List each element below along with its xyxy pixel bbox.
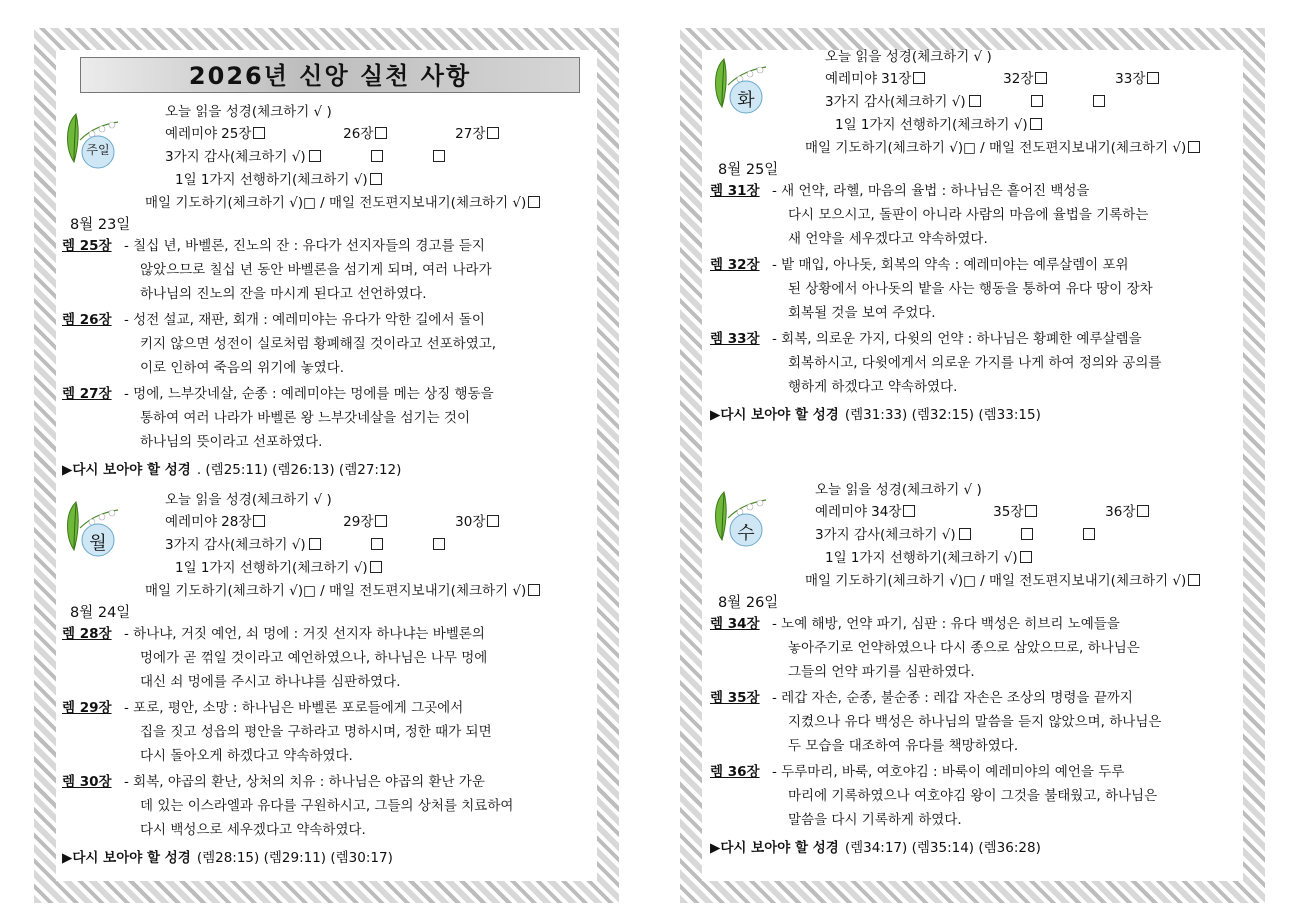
- summary-first-line: [62, 622, 487, 646]
- thanks-checkbox[interactable]: [1021, 528, 1033, 540]
- chapter-checkbox[interactable]: [253, 515, 265, 527]
- summary-text: - 포로, 평안, 소망 : 하나님은 바벨론 포로들에게 그곳에서: [124, 700, 464, 716]
- good-deed-checklist: [175, 168, 382, 188]
- chapter-text: 30장: [455, 514, 486, 530]
- chapter-checklist: [815, 500, 1217, 520]
- date-label: 8월 23일: [70, 217, 131, 233]
- chapter-checkbox[interactable]: [1025, 505, 1037, 517]
- summary-first-line: [62, 234, 492, 258]
- summary-text: 다시 모으시고, 돌판이 아니라 사람의 마음에 율법을 기록하는: [788, 207, 1149, 223]
- summary-text: 대신 쇠 멍에를 주시고 하나냐를 심판하였다.: [140, 674, 401, 690]
- chapter-ref: 렘 30장: [62, 774, 112, 790]
- summary-text: 키지 않으면 성전이 실로처럼 황폐해질 것이라고 선포하였고,: [140, 336, 497, 352]
- chapter-summary: [62, 308, 496, 380]
- summary-text: 말씀을 다시 기록하게 하였다.: [788, 812, 962, 828]
- thanks-label: 3가지 감사(체크하기 √): [165, 149, 306, 165]
- summary-text: - 하나냐, 거짓 예언, 쇠 멍에 : 거짓 선지자 하나냐는 바벨론의: [124, 626, 485, 642]
- read-checklist-title: 오늘 읽을 성경(체크하기 √ ): [815, 482, 982, 498]
- summary-text: - 노예 해방, 언약 파기, 심판 : 유다 백성은 히브리 노예들을: [772, 616, 1120, 632]
- good-deed-checklist: [175, 556, 382, 576]
- chapter-label: [1105, 500, 1217, 520]
- chapter-label: [455, 510, 567, 530]
- summary-first-line: [710, 760, 1157, 784]
- book-name: 예레미야: [165, 514, 218, 530]
- summary-text: - 두루마리, 바룩, 여호야김 : 바룩이 예레미야의 예언을 두루: [772, 764, 1125, 780]
- review-refs: . (렘25:11) (렘26:13) (렘27:12): [196, 462, 402, 478]
- good-deed-label: 1일 1가지 선행하기(체크하기 √): [175, 172, 368, 188]
- daily-checklist: [145, 579, 540, 599]
- chapter-text: 26장: [343, 126, 374, 142]
- chapter-label: [1003, 67, 1115, 87]
- chapter-label: [1115, 67, 1227, 87]
- chapter-checkbox[interactable]: [1137, 505, 1149, 517]
- summary-text: - 새 언약, 라헬, 마음의 율법 : 하나님은 흩어진 백성을: [772, 183, 1090, 199]
- review-label: ▶다시 보아야 할 성경: [710, 407, 839, 423]
- review-verses: [62, 846, 393, 866]
- summary-text: - 레갑 자손, 순종, 불순종 : 레갑 자손은 조상의 명령을 끝까지: [772, 690, 1133, 706]
- thanks-checkbox[interactable]: [1031, 95, 1043, 107]
- daily-label: 매일 기도하기(체크하기 √)□ / 매일 전도편지보내기(체크하기 √): [145, 195, 527, 211]
- chapter-label: [343, 122, 455, 142]
- good-deed-checkbox[interactable]: [370, 561, 382, 573]
- summary-first-line: [62, 308, 496, 332]
- read-checklist-title: 오늘 읽을 성경(체크하기 √ ): [825, 49, 992, 65]
- daily-checklist: [805, 136, 1200, 156]
- summary-text: 놓아주기로 언약하였으나 다시 종으로 삼았으므로, 하나님은: [788, 640, 1140, 656]
- daily-checklist: [805, 569, 1200, 589]
- book-name: 예레미야: [825, 71, 878, 87]
- review-label: ▶다시 보아야 할 성경: [62, 850, 191, 866]
- chapter-summary: [710, 612, 1140, 684]
- chapter-summary: [62, 234, 492, 306]
- page-title: 2026년 신앙 실천 사항: [80, 57, 580, 93]
- thanks-label: 3가지 감사(체크하기 √): [825, 94, 966, 110]
- review-label: ▶다시 보아야 할 성경: [62, 462, 191, 478]
- good-deed-label: 1일 1가지 선행하기(체크하기 √): [175, 560, 368, 576]
- summary-text: 데 있는 이스라엘과 유다를 구원하시고, 그들의 상처를 치료하여: [140, 798, 514, 814]
- chapter-text: 25장: [221, 126, 252, 142]
- summary-text: - 회복, 야곱의 환난, 상처의 치유 : 하나님은 야곱의 환난 가운: [124, 774, 485, 790]
- chapter-text: 31장: [881, 71, 912, 87]
- book-name: 예레미야: [165, 126, 218, 142]
- summary-text: 지켰으나 유다 백성은 하나님의 말씀을 듣지 않았으며, 하나님은: [788, 714, 1162, 730]
- date-label: 8월 25일: [718, 162, 779, 178]
- chapter-text: 35장: [993, 504, 1024, 520]
- chapter-summary: [710, 327, 1161, 399]
- summary-text: - 칠십 년, 바벨론, 진노의 잔 : 유다가 선지자들의 경고를 듣지: [124, 238, 485, 254]
- chapter-summary: [710, 253, 1153, 325]
- summary-text: 회복될 것을 보여 주었다.: [788, 305, 936, 321]
- lily-badge-icon: [710, 488, 772, 550]
- read-checklist-title: 오늘 읽을 성경(체크하기 √ ): [165, 104, 332, 120]
- review-refs: (렘34:17) (렘35:14) (렘36:28): [844, 840, 1041, 856]
- chapter-checkbox[interactable]: [375, 127, 387, 139]
- good-deed-checkbox[interactable]: [370, 173, 382, 185]
- summary-text: 행하게 하겠다고 약속하였다.: [788, 379, 958, 395]
- chapter-ref: 렘 25장: [62, 238, 112, 254]
- chapter-summary: [710, 686, 1161, 758]
- summary-first-line: [710, 612, 1140, 636]
- chapter-label: [221, 122, 287, 142]
- thanks-checkbox[interactable]: [371, 538, 383, 550]
- chapter-ref: 렘 29장: [62, 700, 112, 716]
- good-deed-checkbox[interactable]: [1030, 118, 1042, 130]
- review-refs: (렘28:15) (렘29:11) (렘30:17): [196, 850, 393, 866]
- chapter-ref: 렘 35장: [710, 690, 760, 706]
- review-verses: [710, 403, 1041, 423]
- thanks-checklist: [165, 145, 445, 165]
- summary-text: 하나님의 진노의 잔을 마시게 된다고 선언하였다.: [140, 286, 427, 302]
- chapter-ref: 렘 33장: [710, 331, 760, 347]
- chapter-checkbox[interactable]: [1035, 72, 1047, 84]
- good-deed-checkbox[interactable]: [1020, 551, 1032, 563]
- book-name: 예레미야: [815, 504, 868, 520]
- thanks-checkbox[interactable]: [969, 95, 981, 107]
- thanks-checklist: [825, 90, 1105, 110]
- daily-label: 매일 기도하기(체크하기 √)□ / 매일 전도편지보내기(체크하기 √): [805, 573, 1187, 589]
- summary-text: 다시 백성으로 세우겠다고 약속하였다.: [140, 822, 366, 838]
- chapter-label: [881, 67, 947, 87]
- day-badge-label: 수: [737, 523, 755, 544]
- thanks-checkbox[interactable]: [433, 538, 445, 550]
- summary-text: 두 모습을 대조하여 유다를 책망하였다.: [788, 738, 1019, 754]
- thanks-label: 3가지 감사(체크하기 √): [815, 527, 956, 543]
- thanks-checkbox[interactable]: [959, 528, 971, 540]
- summary-text: - 성전 설교, 재판, 회개 : 예레미야는 유다가 악한 길에서 돌이: [124, 312, 485, 328]
- thanks-checkbox[interactable]: [309, 150, 321, 162]
- review-verses: [710, 836, 1041, 856]
- chapter-label: [343, 510, 455, 530]
- chapter-checklist: [165, 510, 567, 530]
- good-deed-checklist: [825, 546, 1032, 566]
- chapter-checkbox[interactable]: [903, 505, 915, 517]
- lily-badge-icon: [62, 110, 124, 172]
- chapter-summary: [62, 770, 513, 842]
- chapter-text: 33장: [1115, 71, 1146, 87]
- summary-text: 된 상황에서 아나돗의 밭을 사는 행동을 통하여 유다 땅이 장차: [788, 281, 1153, 297]
- summary-first-line: [62, 770, 513, 794]
- day-badge-label: 월: [89, 533, 107, 554]
- summary-text: 다시 돌아오게 하겠다고 약속하였다.: [140, 748, 353, 764]
- daily-checkbox[interactable]: [528, 584, 540, 596]
- summary-first-line: [710, 253, 1153, 277]
- chapter-ref: 렘 34장: [710, 616, 760, 632]
- chapter-summary: [710, 179, 1148, 251]
- summary-text: 통하여 여러 나라가 바벨론 왕 느부갓네살을 섬기는 것이: [140, 410, 470, 426]
- summary-text: 회복하시고, 다윗에게서 의로운 가지를 나게 하여 정의와 공의를: [788, 355, 1162, 371]
- daily-checklist: [145, 191, 540, 211]
- read-checklist-title: 오늘 읽을 성경(체크하기 √ ): [165, 492, 332, 508]
- chapter-ref: 렘 27장: [62, 386, 112, 402]
- chapter-checkbox[interactable]: [1147, 72, 1159, 84]
- thanks-checkbox[interactable]: [433, 150, 445, 162]
- thanks-checklist: [165, 533, 445, 553]
- chapter-ref: 렘 32장: [710, 257, 760, 273]
- review-label: ▶다시 보아야 할 성경: [710, 840, 839, 856]
- chapter-ref: 렘 28장: [62, 626, 112, 642]
- chapter-checkbox[interactable]: [253, 127, 265, 139]
- thanks-checkbox[interactable]: [1083, 528, 1095, 540]
- chapter-summary: [710, 760, 1157, 832]
- chapter-text: 34장: [871, 504, 902, 520]
- thanks-checklist: [815, 523, 1095, 543]
- summary-text: 하나님의 뜻이라고 선포하였다.: [140, 434, 323, 450]
- thanks-checkbox[interactable]: [309, 538, 321, 550]
- summary-text: 이로 인하여 죽음의 위기에 놓였다.: [140, 360, 345, 376]
- chapter-checklist: [825, 67, 1227, 87]
- chapter-checkbox[interactable]: [487, 127, 499, 139]
- chapter-label: [871, 500, 937, 520]
- daily-checkbox[interactable]: [1188, 574, 1200, 586]
- chapter-ref: 렘 26장: [62, 312, 112, 328]
- chapter-checkbox[interactable]: [487, 515, 499, 527]
- good-deed-label: 1일 1가지 선행하기(체크하기 √): [835, 117, 1028, 133]
- chapter-label: [221, 510, 287, 530]
- day-badge-label: 화: [737, 90, 755, 111]
- good-deed-checklist: [835, 113, 1042, 133]
- summary-first-line: [62, 382, 494, 406]
- summary-text: - 밭 매입, 아나돗, 회복의 약속 : 예레미야는 예루살렘이 포위: [772, 257, 1129, 273]
- chapter-ref: 렘 36장: [710, 764, 760, 780]
- daily-label: 매일 기도하기(체크하기 √)□ / 매일 전도편지보내기(체크하기 √): [805, 140, 1187, 156]
- summary-text: 않았으므로 칠십 년 동안 바벨론을 섬기게 되며, 여러 나라가: [140, 262, 492, 278]
- day-badge-label: 주일: [86, 143, 110, 157]
- thanks-checkbox[interactable]: [1093, 95, 1105, 107]
- chapter-summary: [62, 622, 487, 694]
- chapter-checkbox[interactable]: [913, 72, 925, 84]
- summary-text: 새 언약을 세우겠다고 약속하였다.: [788, 231, 988, 247]
- daily-label: 매일 기도하기(체크하기 √)□ / 매일 전도편지보내기(체크하기 √): [145, 583, 527, 599]
- summary-text: 마리에 기록하였으나 여호야김 왕이 그것을 불태웠고, 하나님은: [788, 788, 1158, 804]
- chapter-summary: [62, 696, 492, 768]
- chapter-text: 36장: [1105, 504, 1136, 520]
- review-verses: [62, 458, 401, 478]
- chapter-label: [455, 122, 567, 142]
- review-refs: (렘31:33) (렘32:15) (렘33:15): [844, 407, 1041, 423]
- thanks-checkbox[interactable]: [371, 150, 383, 162]
- summary-first-line: [710, 179, 1148, 203]
- summary-first-line: [710, 327, 1161, 351]
- chapter-label: [993, 500, 1105, 520]
- date-label: 8월 26일: [718, 595, 779, 611]
- chapter-summary: [62, 382, 494, 454]
- summary-first-line: [710, 686, 1161, 710]
- chapter-checklist: [165, 122, 567, 142]
- summary-text: 집을 짓고 성읍의 평안을 구하라고 명하시며, 정한 때가 되면: [140, 724, 492, 740]
- thanks-label: 3가지 감사(체크하기 √): [165, 537, 306, 553]
- chapter-checkbox[interactable]: [375, 515, 387, 527]
- summary-text: - 회복, 의로운 가지, 다윗의 언약 : 하나님은 황폐한 예루살렘을: [772, 331, 1142, 347]
- chapter-text: 32장: [1003, 71, 1034, 87]
- summary-first-line: [62, 696, 492, 720]
- lily-badge-icon: [710, 55, 772, 117]
- summary-text: 그들의 언약 파기를 심판하였다.: [788, 664, 975, 680]
- lily-badge-icon: [62, 498, 124, 560]
- summary-text: - 멍에, 느부갓네살, 순종 : 예레미야는 멍에를 메는 상징 행동을: [124, 386, 494, 402]
- chapter-text: 29장: [343, 514, 374, 530]
- daily-checkbox[interactable]: [1188, 141, 1200, 153]
- date-label: 8월 24일: [70, 605, 131, 621]
- chapter-ref: 렘 31장: [710, 183, 760, 199]
- good-deed-label: 1일 1가지 선행하기(체크하기 √): [825, 550, 1018, 566]
- chapter-text: 28장: [221, 514, 252, 530]
- summary-text: 멍에가 곧 꺾일 것이라고 예언하였으나, 하나님은 나무 멍에: [140, 650, 488, 666]
- chapter-text: 27장: [455, 126, 486, 142]
- daily-checkbox[interactable]: [528, 196, 540, 208]
